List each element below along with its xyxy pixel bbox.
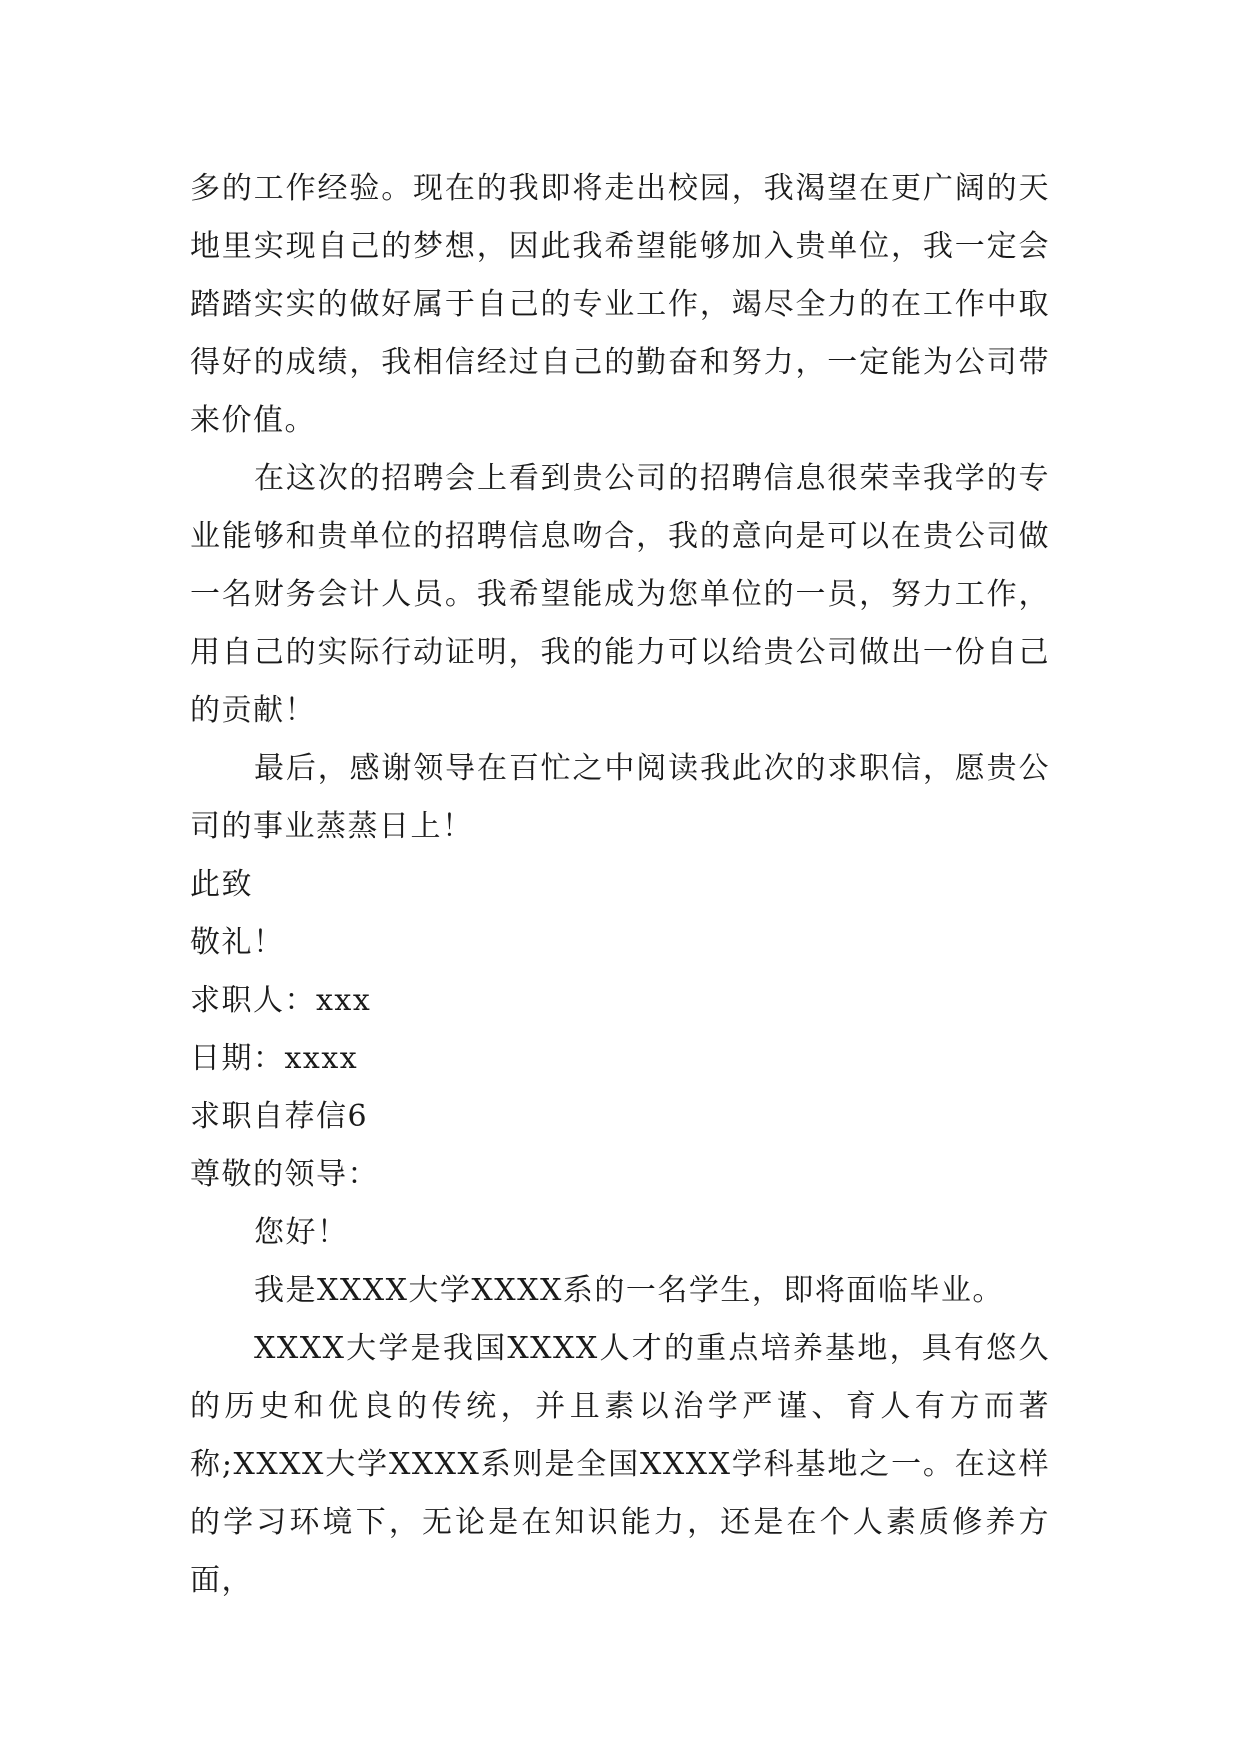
- paragraph-university: XXXX大学是我国XXXX人才的重点培养基地，具有悠久的历史和优良的传统，并且素以治学严谨、育人有方而著称;XXXX大学XXXX系则是全国XXXX学科基地之一。在这样的学习环境下，无论是在知识能力，还是在个人素质修养方面，: [190, 1331, 1050, 1598]
- paragraph-thanks: 最后，感谢领导在百忙之中阅读我此次的求职信，愿贵公司的事业蒸蒸日上！: [190, 751, 1050, 844]
- applicant-name: 求职人：xxx: [190, 983, 372, 1018]
- section-heading: 求职自荐信6: [190, 1099, 369, 1134]
- closing-jingli: 敬礼！: [190, 925, 285, 960]
- paragraph-job-fair: 在这次的招聘会上看到贵公司的招聘信息很荣幸我学的专业能够和贵单位的招聘信息吻合，我的意向是可以在贵公司做一名财务会计人员。我希望能成为您单位的一员，努力工作，用自己的实际行动证明，我的能力可以给贵公司做出一份自己的贡献！: [190, 461, 1050, 728]
- greeting: 您好！: [254, 1215, 349, 1250]
- paragraph-work-experience: 多的工作经验。现在的我即将走出校园，我渴望在更广阔的天地里实现自己的梦想，因此我希望能够加入贵单位，我一定会踏踏实实的做好属于自己的专业工作，竭尽全力的在工作中取得好的成绩，我相信经过自己的勤奋和努力，一定能为公司带来价值。: [190, 171, 1050, 438]
- paragraph-intro: 我是XXXX大学XXXX系的一名学生，即将面临毕业。: [254, 1273, 1004, 1308]
- document-body: [190, 160, 1050, 1610]
- closing-cizhi: 此致: [190, 867, 253, 902]
- letter-date: 日期：xxxx: [190, 1041, 359, 1076]
- salutation: 尊敬的领导：: [190, 1157, 379, 1192]
